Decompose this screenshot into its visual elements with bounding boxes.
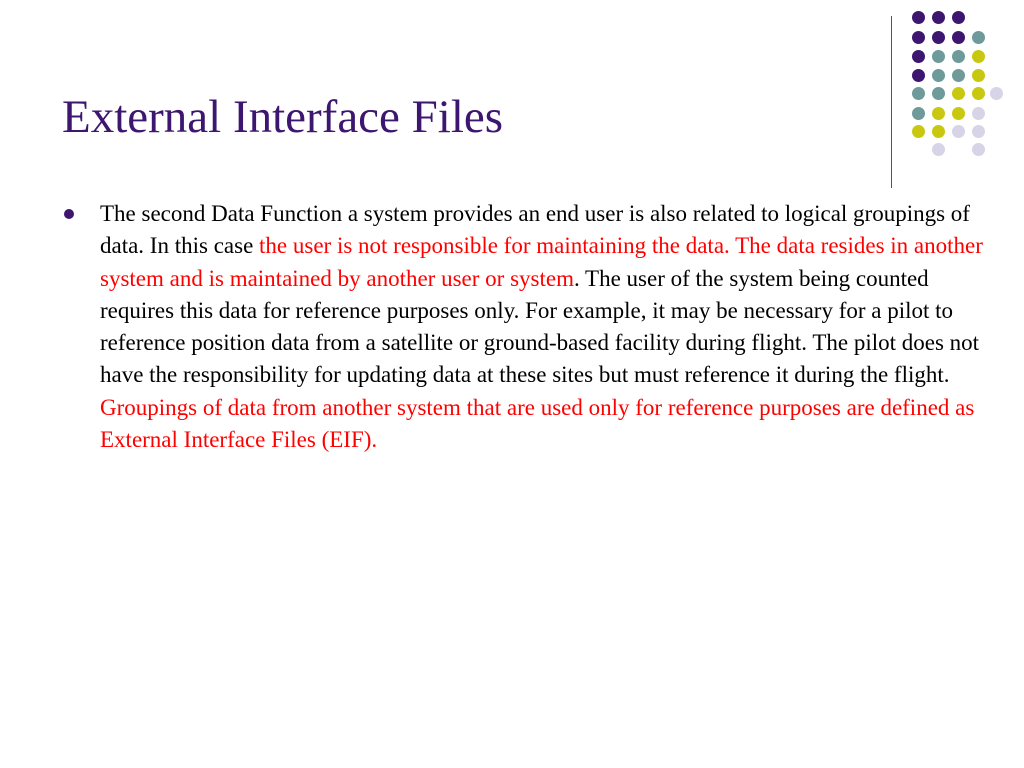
body-text-highlight-2: Groupings of data from another system that are used only for reference purposes are defined as External Interface Files (EIF). xyxy=(100,394,975,453)
decorative-dot-icon xyxy=(932,69,945,82)
decorative-dot-icon xyxy=(972,87,985,100)
body-text-plain-1: The second Data Function a system provides an end user is also related to logical groupings of data. In this case xyxy=(100,201,970,259)
decorative-dot-icon xyxy=(912,11,925,24)
decorative-dot-icon xyxy=(972,31,985,44)
bullet-icon xyxy=(64,209,74,219)
body-text-highlight-1: the user is not responsible for maintaining the data. The data resides in another system and is maintained by another user or system xyxy=(100,233,983,291)
decorative-dot-icon xyxy=(912,107,925,120)
decorative-dot-icon xyxy=(952,31,965,44)
decorative-dot-icon xyxy=(932,107,945,120)
decorative-dot-icon xyxy=(952,125,965,138)
vertical-divider xyxy=(891,16,892,188)
decorative-dot-icon xyxy=(972,107,985,120)
decorative-dot-icon xyxy=(912,87,925,100)
decorative-dot-icon xyxy=(952,50,965,63)
body-text-plain-2: . The user of the system being counted requires this data for reference purposes only. For example, it may be necessary for a pilot to reference position data from a satellite or ground-based facility during flight. The pilot does not have the responsibility for updating data at these sites but must reference it during the flight. xyxy=(100,265,980,388)
body-paragraph xyxy=(100,198,990,456)
decorative-dot-icon xyxy=(912,125,925,138)
decorative-dot-icon xyxy=(972,50,985,63)
decorative-dot-icon xyxy=(990,87,1003,100)
decorative-dot-icon xyxy=(912,69,925,82)
decorative-dot-icon xyxy=(952,87,965,100)
decorative-dot-icon xyxy=(932,31,945,44)
decorative-dot-icon xyxy=(932,125,945,138)
decorative-dot-icon xyxy=(932,50,945,63)
decorative-dot-icon xyxy=(932,11,945,24)
decorative-dot-icon xyxy=(952,107,965,120)
decorative-dot-icon xyxy=(972,143,985,156)
decorative-dot-icon xyxy=(952,11,965,24)
decorative-dot-icon xyxy=(972,69,985,82)
decorative-dot-icon xyxy=(912,50,925,63)
decorative-dot-icon xyxy=(952,69,965,82)
decorative-dot-icon xyxy=(932,143,945,156)
slide-title: External Interface Files xyxy=(62,91,504,143)
decorative-dot-icon xyxy=(972,125,985,138)
decorative-dot-icon xyxy=(932,87,945,100)
decorative-dot-icon xyxy=(912,31,925,44)
